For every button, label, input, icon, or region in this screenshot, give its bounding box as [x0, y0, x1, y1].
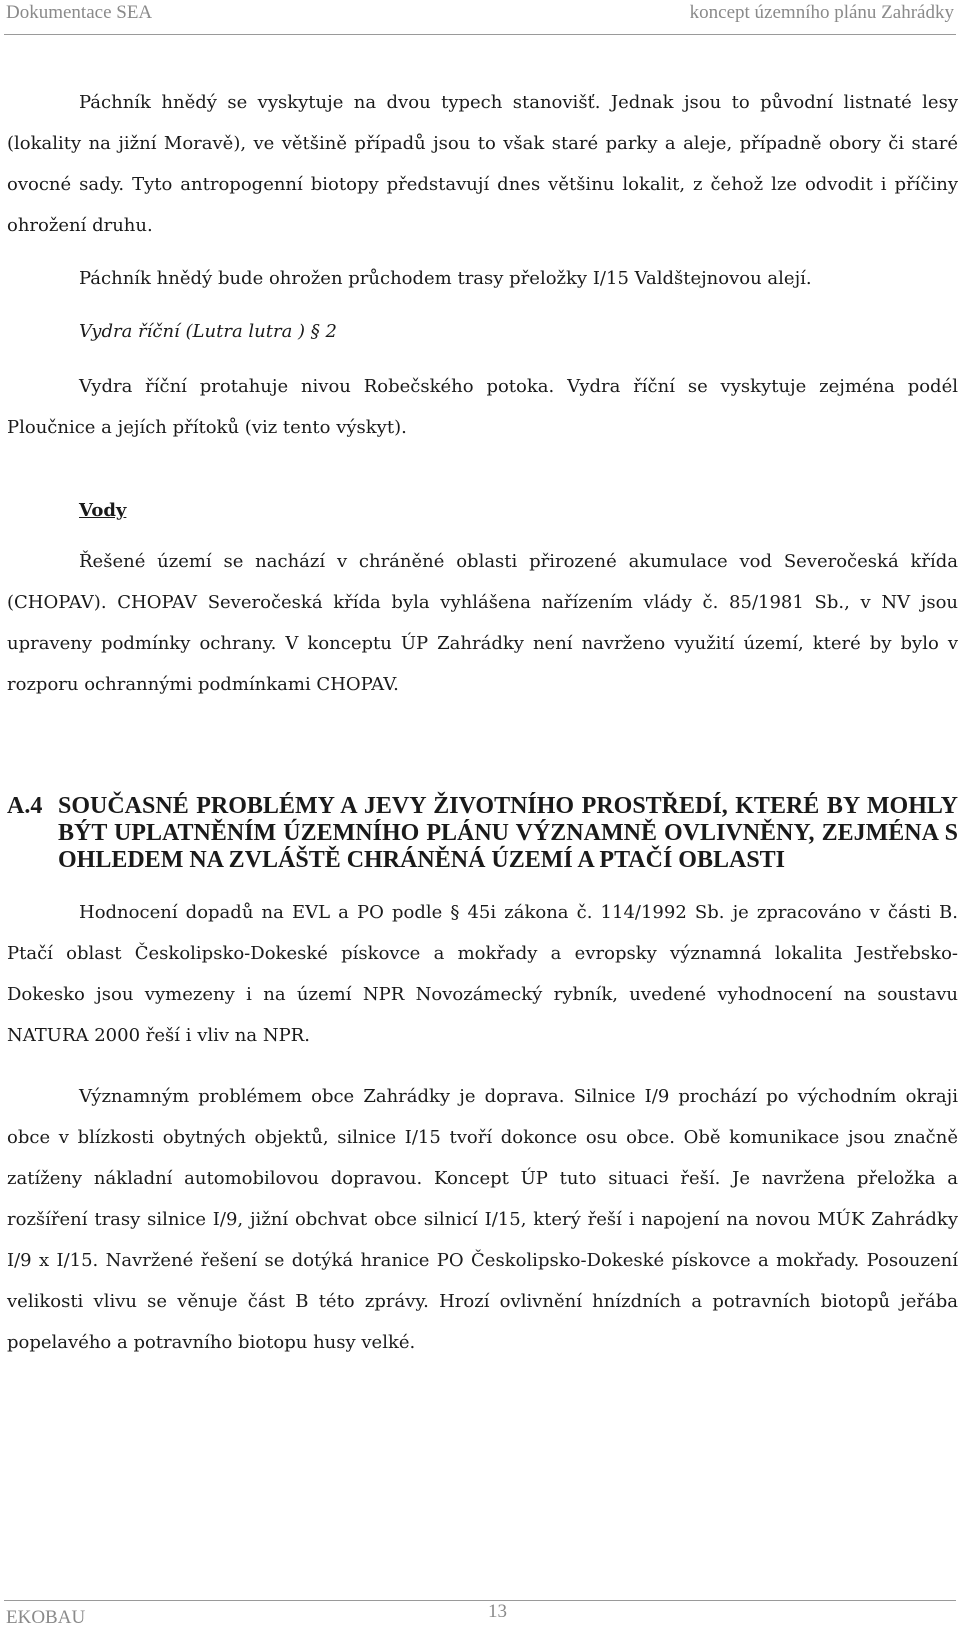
header-document-title: Dokumentace SEA: [6, 2, 153, 23]
section-number: A.4: [7, 793, 43, 819]
section-heading: [7, 793, 958, 874]
paragraph-evl-po: Hodnocení dopadů na EVL a PO podle § 45i zákona č. 114/1992 Sb. je zpracováno v části B. Ptačí oblast Českolipsko-Dokeské pískovce a mokřady a evropsky významná lokalita Jestřebsko-Dokesko jsou vymezeny i na území NPR Novozámecký rybník, uvedené vyhodnocení na soustavu NATURA 2000 řeší i vliv na NPR.: [7, 902, 958, 1046]
paragraph-traffic: Významným problémem obce Zahrádky je doprava. Silnice I/9 prochází po východním okraji obce v blízkosti obytných objektů, silnice I/15 tvoří dokonce osu obce. Obě komunikace jsou značně zatíženy nákladní automobilovou dopravou. Koncept ÚP tuto situaci řeší. Je navržena přeložka a rozšíření trasy silnice I/9, jižní obchvat obce silnicí I/15, který řeší i napojení na novou MÚK Zahrádky I/9 x I/15. Navržené řešení se dotýká hranice PO Českolipsko-Dokeské pískovce a mokřady. Posouzení velikosti vlivu se věnuje část B této zprávy. Hrozí ovlivnění hnízdních a potravních biotopů jeřába popelavého a potravního biotopu husy velké.: [7, 1086, 958, 1353]
paragraph-pachnik-threat: Páchník hnědý bude ohrožen průchodem trasy přeložky I/15 Valdštejnovou alejí.: [79, 268, 812, 289]
species-heading-otter: Vydra říční (Lutra lutra ) § 2: [79, 321, 337, 342]
paragraph-chopav: Řešené území se nachází v chráněné oblasti přirozené akumulace vod Severočeská křída (CHOPAV). CHOPAV Severočeská křída byla vyhlášena nařízením vlády č. 85/1981 Sb., v NV jsou upraveny podmínky ochrany. V konceptu ÚP Zahrádky není navrženo využití území, které by bylo v rozporu ochrannými podmínkami CHOPAV.: [7, 551, 958, 695]
header-project-title: koncept územního plánu Zahrádky: [689, 2, 954, 23]
paragraph-pachnik-habitat: Páchník hnědý se vyskytuje na dvou typech stanovišť. Jednak jsou to původní listnaté lesy (lokality na jižní Moravě), ve většině případů jsou to však staré parky a aleje, případně obory či staré ovocné sady. Tyto antropogenní biotopy představují dnes většinu lokalit, z čehož lze odvodit i příčiny ohrožení druhu.: [7, 92, 958, 236]
paragraph-otter: Vydra říční protahuje nivou Robečského potoka. Vydra říční se vyskytuje zejména podél Ploučnice a jejích přítoků (viz tento výskyt).: [7, 376, 958, 438]
footer-company: EKOBAU: [6, 1607, 86, 1628]
section-title: SOUČASNÉ PROBLÉMY A JEVY ŽIVOTNÍHO PROSTŘEDÍ, KTERÉ BY MOHLY BÝT UPLATNĚNÍM ÚZEMNÍHO PLÁNU VÝZNAMNĚ OVLIVNĚNY, ZEJMÉNA S OHLEDEM NA ZVLÁŠTĚ CHRÁNĚNÁ ÚZEMÍ A PTAČÍ OBLASTI: [58, 793, 958, 873]
page-number: 13: [488, 1601, 507, 1622]
page-header: [4, 0, 956, 35]
page-footer: [4, 1600, 956, 1635]
subheading-vody: Vody: [79, 500, 127, 521]
page-body: [7, 82, 958, 1363]
